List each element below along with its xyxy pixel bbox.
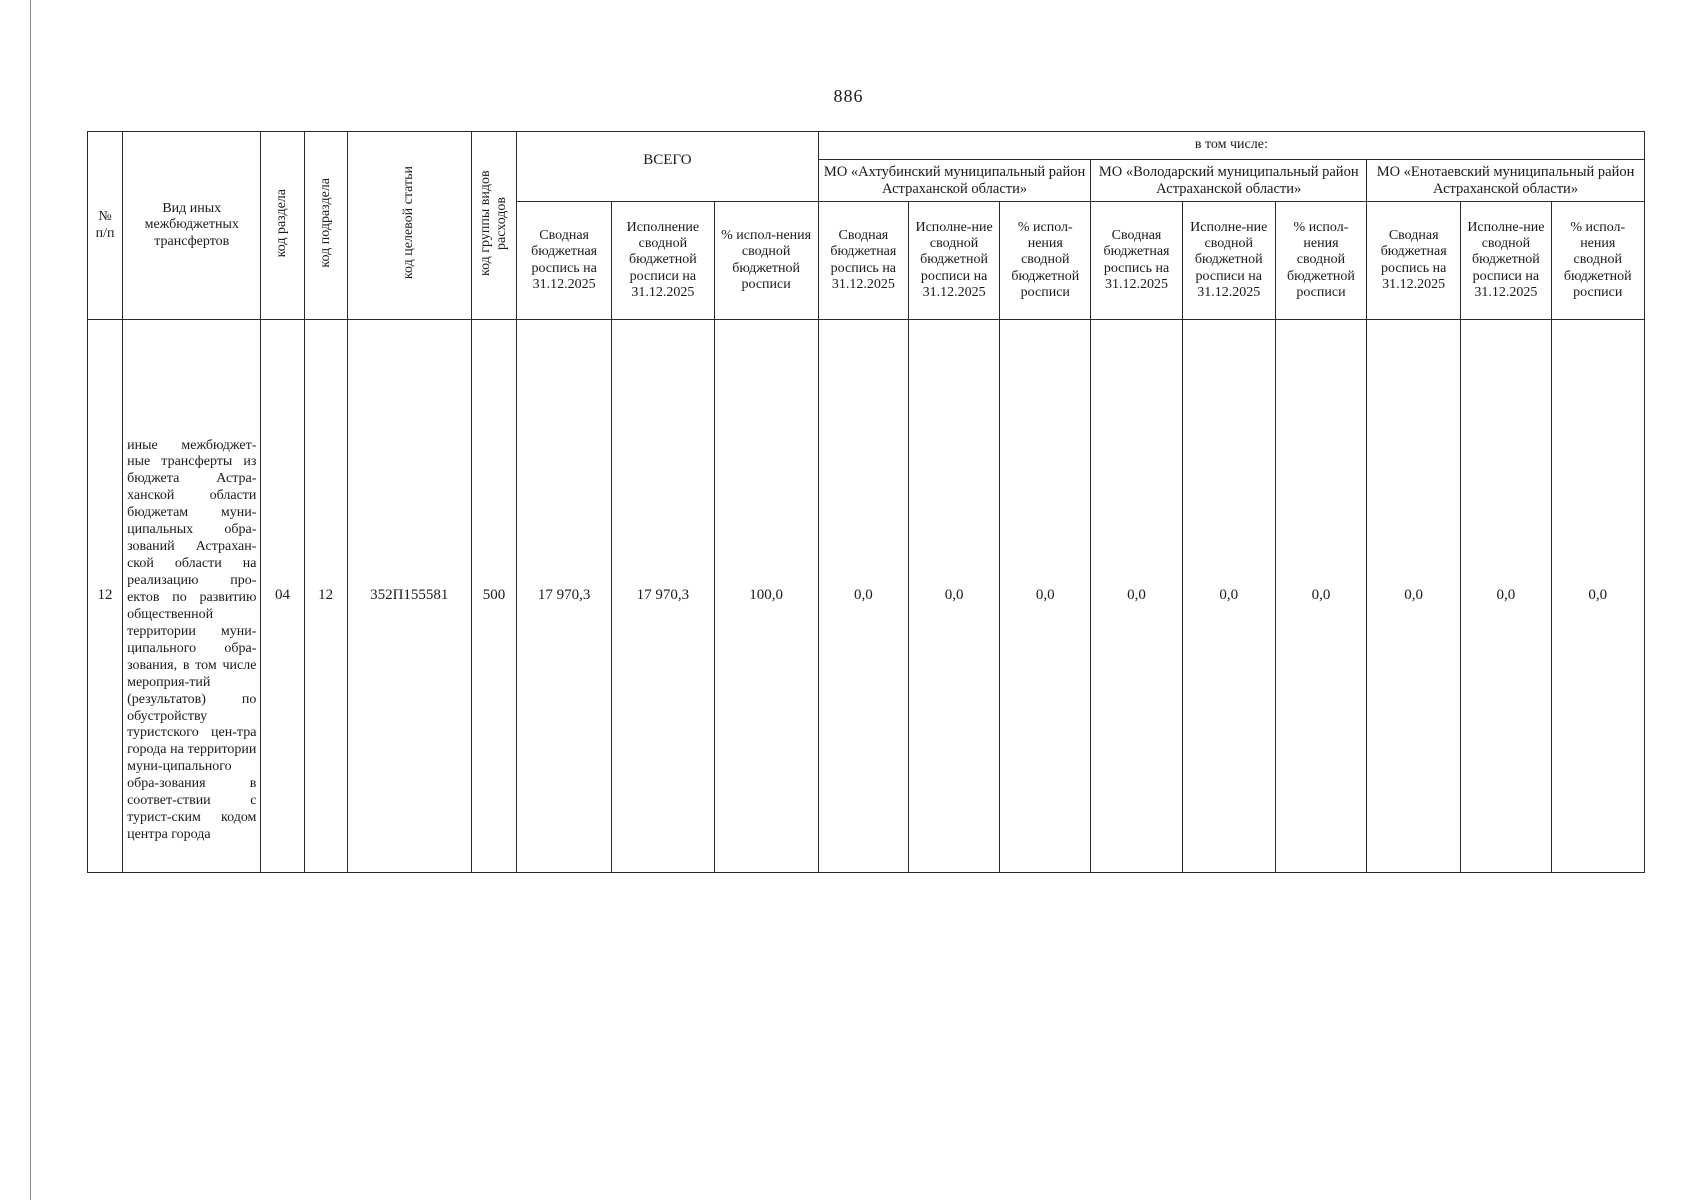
header-mo3-exec: Исполне-ние сводной бюджетной росписи на 31.12.2025 (1461, 202, 1551, 320)
header-total-exec: Исполнение сводной бюджетной росписи на 31.12.2025 (612, 202, 714, 320)
row-mo2-pct: 0,0 (1275, 320, 1366, 873)
header-mo-akhtubinsky: МО «Ахтубинский муниципальный район Астраханской области» (818, 160, 1091, 202)
header-target-code-text: код целевой статьи (401, 166, 417, 280)
row-mo1-plan: 0,0 (818, 320, 908, 873)
header-total-plan: Сводная бюджетная роспись на 31.12.2025 (517, 202, 612, 320)
header-subsection-code (304, 132, 347, 320)
header-mo1-pct: % испол-нения сводной бюджетной росписи (1000, 202, 1091, 320)
page-binding-line (30, 0, 31, 1200)
header-mo1-plan: Сводная бюджетная роспись на 31.12.2025 (818, 202, 908, 320)
header-number: № п/п (88, 132, 123, 320)
page-number: 886 (833, 86, 864, 106)
row-mo3-plan: 0,0 (1367, 320, 1461, 873)
header-mo3-pct: % испол-нения сводной бюджетной росписи (1551, 202, 1644, 320)
header-expense-group-code-text: код группы видов расходов (477, 170, 509, 276)
row-mo3-pct: 0,0 (1551, 320, 1644, 873)
header-mo2-plan: Сводная бюджетная роспись на 31.12.2025 (1091, 202, 1182, 320)
row-mo1-pct: 0,0 (1000, 320, 1091, 873)
row-expense-group-code: 500 (471, 320, 516, 873)
header-mo-volodarsky: МО «Володарский муниципальный район Астраханской области» (1091, 160, 1367, 202)
header-mo-enotaevsky: МО «Енотаевский муниципальный район Астраханской области» (1367, 160, 1645, 202)
row-total-exec: 17 970,3 (612, 320, 714, 873)
row-mo2-plan: 0,0 (1091, 320, 1182, 873)
row-number: 12 (88, 320, 123, 873)
header-mo2-pct: % испол-нения сводной бюджетной росписи (1275, 202, 1366, 320)
header-expense-group-code (471, 132, 516, 320)
header-mo3-plan: Сводная бюджетная роспись на 31.12.2025 (1367, 202, 1461, 320)
row-mo2-exec: 0,0 (1182, 320, 1275, 873)
header-including: в том числе: (818, 132, 1644, 160)
row-total-pct: 100,0 (714, 320, 818, 873)
header-section-code (261, 132, 304, 320)
row-target-code: 352П155581 (347, 320, 471, 873)
header-target-code (347, 132, 471, 320)
row-mo1-exec: 0,0 (908, 320, 999, 873)
table-row (88, 320, 1645, 873)
header-mo2-exec: Исполне-ние сводной бюджетной росписи на 31.12.2025 (1182, 202, 1275, 320)
header-total-pct: % испол-нения сводной бюджетной росписи (714, 202, 818, 320)
header-section-code-text: код раздела (274, 188, 290, 258)
row-total-plan: 17 970,3 (517, 320, 612, 873)
row-description: иные межбюджет-ные трансферты из бюджета Астра-ханской области бюджетам муни-ципальных обра-зований Астрахан-ской области на реализацию про-ектов по развитию общественной территории муни-ципального обра-зования, в том числе мероприя-тий (результатов) по обустройству туристского цен-тра города на территории муни-ципального обра-зования в соответ-ствии с турист-ским кодом центра города (123, 320, 261, 873)
row-mo3-exec: 0,0 (1461, 320, 1551, 873)
header-total: ВСЕГО (517, 132, 819, 202)
header-transfer-type: Вид иных межбюджетных трансфертов (123, 132, 261, 320)
row-section-code: 04 (261, 320, 304, 873)
row-subsection-code: 12 (304, 320, 347, 873)
header-mo1-exec: Исполне-ние сводной бюджетной росписи на 31.12.2025 (908, 202, 999, 320)
header-subsection-code-text: код подраздела (317, 178, 333, 268)
budget-execution-table (87, 131, 1645, 873)
